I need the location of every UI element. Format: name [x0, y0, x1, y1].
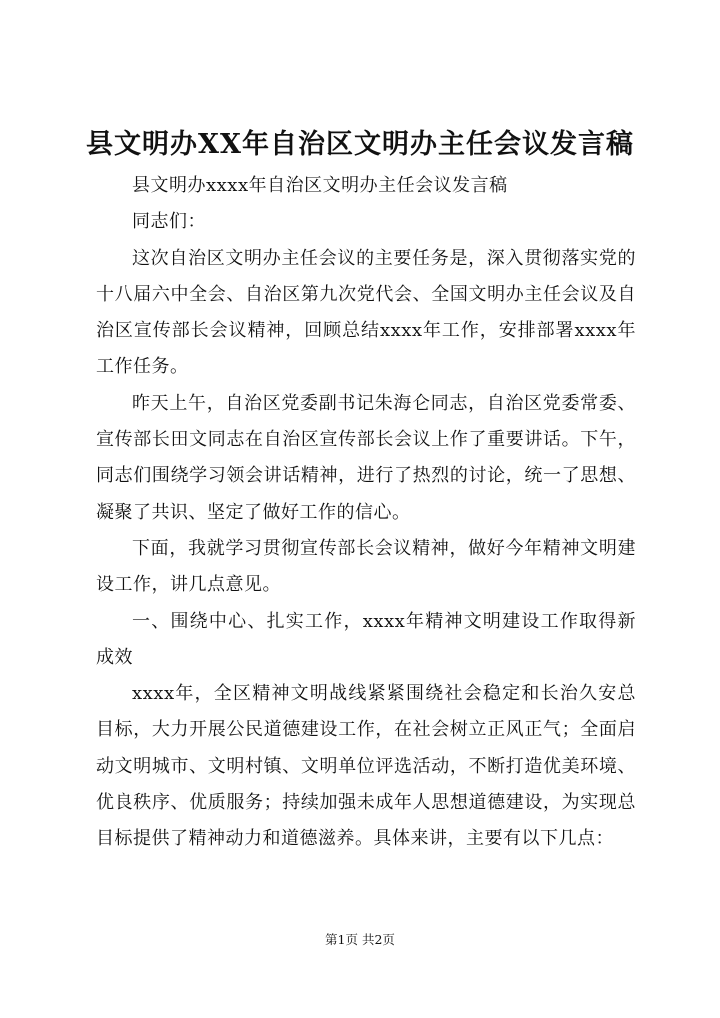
paragraph-salutation: 同志们：: [132, 211, 206, 233]
paragraph-meeting-tasks: 这次自治区文明办主任会议的主要任务是，深入贯彻落实党的十八届六中全会、自治区第九次党代会、全国文明办主任会议及自治区宣传部长会议精神，回顾总结xxxx年工作，安排部署xxxx年工作任务。: [96, 247, 636, 378]
document-title: 县文明办XX年自治区文明办主任会议发言稿: [86, 129, 634, 160]
document-body: [96, 168, 636, 858]
page-indicator: 第1页 共2页: [325, 932, 395, 947]
paragraph-yesterday-meeting: 昨天上午，自治区党委副书记朱海仑同志，自治区党委常委、宣传部长田文同志在自治区宣传部长会议上作了重要讲话。下午，同志们围绕学习领会讲话精神，进行了热烈的讨论，统一了思想、凝聚了共识、坚定了做好工作的信心。: [96, 392, 636, 523]
paragraph-yearly-summary: xxxx年，全区精神文明战线紧紧围绕社会稳定和长治久安总目标，大力开展公民道德建设工作，在社会树立正风正气；全面启动文明城市、文明村镇、文明单位评选活动，不断打造优美环境、优良秩序、优质服务；持续加强未成年人思想道德建设，为实现总目标提供了精神动力和道德滋养。具体来讲，主要有以下几点：: [96, 683, 636, 850]
paragraph-opinions-intro: 下面，我就学习贯彻宣传部长会议精神，做好今年精神文明建设工作，讲几点意见。: [96, 537, 636, 596]
section-heading-1: 一、围绕中心、扎实工作，xxxx年精神文明建设工作取得新成效: [96, 610, 636, 668]
paragraph-subtitle: 县文明办xxxx年自治区文明办主任会议发言稿: [132, 175, 508, 196]
